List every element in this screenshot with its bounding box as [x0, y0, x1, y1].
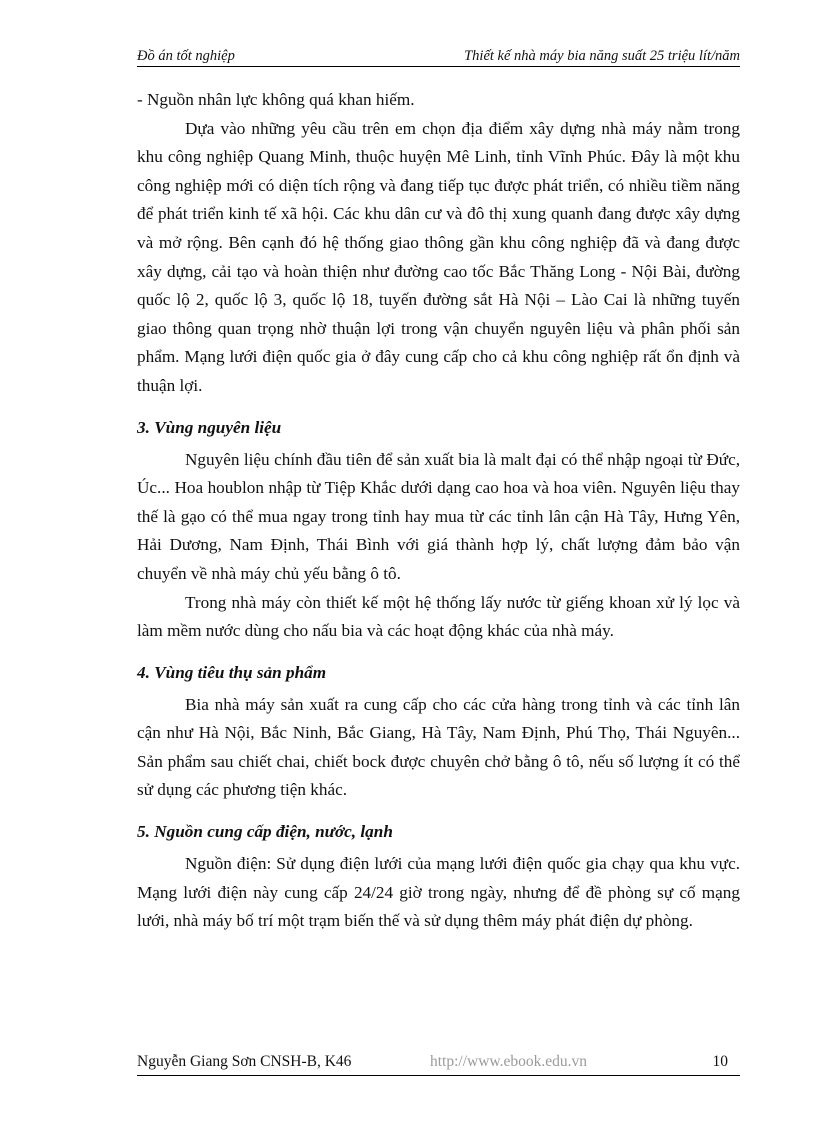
page-content: [137, 86, 740, 936]
paragraph-location: Dựa vào những yêu cầu trên em chọn địa điểm xây dựng nhà máy nằm trong khu công nghiệp Quang Minh, thuộc huyện Mê Linh, tỉnh Vĩnh Phúc. Đây là một khu công nghiệp mới có diện tích rộng và đang tiếp tục được phát triển, có nhiều tiềm năng để phát triển kinh tế xã hội. Các khu dân cư và đô thị xung quanh đang được xây dựng và mở rộng. Bên cạnh đó hệ thống giao thông gần khu công nghiệp đã và đang được xây dựng, cải tạo và hoàn thiện như đường cao tốc Bắc Thăng Long - Nội Bài, đường quốc lộ 2, quốc lộ 3, quốc lộ 18, tuyến đường sắt Hà Nội – Lào Cai là những tuyến giao thông quan trọng nhờ thuận lợi trong vận chuyển nguyên liệu và phân phối sản phẩm. Mạng lưới điện quốc gia ở đây cung cấp cho cả khu công nghiệp rất ổn định và thuận lợi.: [137, 118, 740, 395]
paragraph-electricity: Nguồn điện: Sử dụng điện lưới của mạng lưới điện quốc gia chạy qua khu vực. Mạng lưới điện này cung cấp 24/24 giờ trong ngày, nhưng để đề phòng sự cố mạng lưới, nhà máy bố trí một trạm biến thế và sử dụng thêm máy phát điện dự phòng.: [137, 854, 740, 931]
paragraph-labor: - Nguồn nhân lực không quá khan hiếm.: [137, 90, 415, 109]
heading-utilities: 5. Nguồn cung cấp điện, nước, lạnh: [137, 822, 393, 842]
page-footer: [137, 1053, 740, 1076]
header-document-type: Đồ án tốt nghiệp: [137, 48, 235, 64]
paragraph-market: Bia nhà máy sản xuất ra cung cấp cho các cửa hàng trong tỉnh và các tỉnh lân cận như Hà Nội, Bắc Ninh, Bắc Giang, Hà Tây, Nam Định, Phú Thọ, Thái Nguyên... Sản phẩm sau chiết chai, chiết bock được chuyên chở bằng ô tô, nếu số lượng ít có thể sử dụng các phương tiện khác.: [137, 694, 740, 800]
paragraph-raw-materials: Nguyên liệu chính đầu tiên để sản xuất bia là malt đại có thể nhập ngoại từ Đức, Úc... Hoa houblon nhập từ Tiệp Khắc dưới dạng cao hoa và hoa viên. Nguyên liệu thay thế là gạo có thể mua ngay trong tỉnh hay mua từ các tỉnh lân cận Hà Tây, Hưng Yên, Hải Dương, Nam Định, Thái Bình với giá thành hợp lý, chất lượng đảm bảo vận chuyển về nhà máy chủ yếu bằng ô tô.: [137, 449, 740, 583]
heading-raw-materials: 3. Vùng nguyên liệu: [137, 417, 282, 437]
footer-url: http://www.ebook.edu.vn: [430, 1053, 587, 1070]
page-number: 10: [712, 1053, 728, 1070]
footer-author: Nguyễn Giang Sơn CNSH-B, K46: [137, 1053, 352, 1070]
heading-market: 4. Vùng tiêu thụ sản phẩm: [137, 662, 327, 682]
page-header: [137, 46, 740, 67]
paragraph-water-system: Trong nhà máy còn thiết kế một hệ thống lấy nước từ giếng khoan xử lý lọc và làm mềm nước dùng cho nấu bia và các hoạt động khác của nhà máy.: [137, 592, 740, 641]
header-document-title: Thiết kế nhà máy bia năng suất 25 triệu lít/năm: [464, 48, 740, 64]
